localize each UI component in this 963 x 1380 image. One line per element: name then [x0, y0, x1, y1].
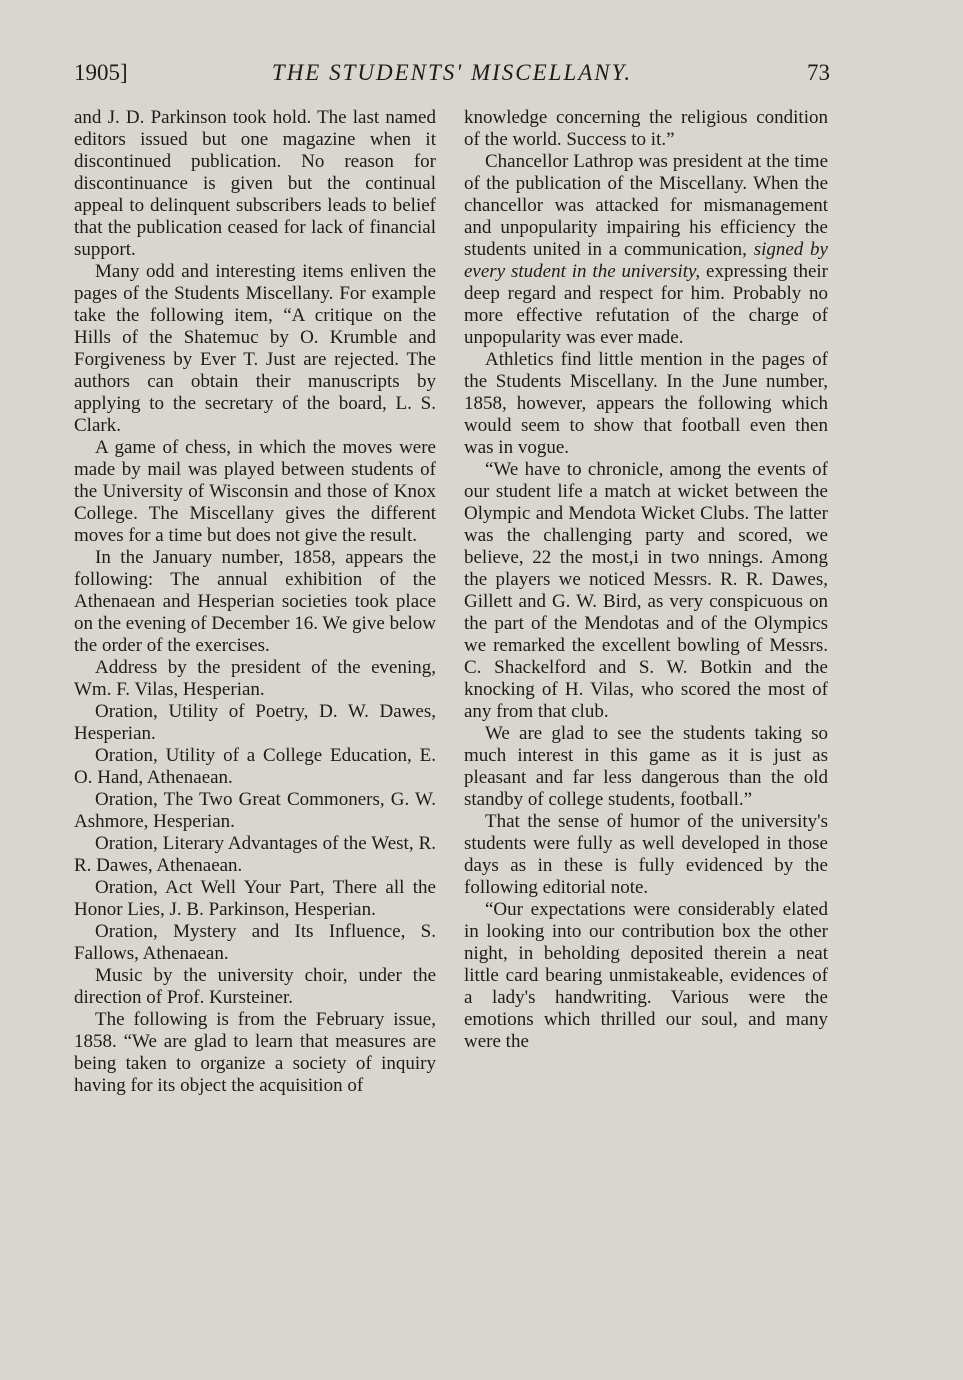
- program-item: Music by the university choir, under the direction of Prof. Kursteiner.: [74, 965, 436, 1008]
- running-header: [74, 56, 830, 90]
- text-run: Chancellor Lathrop was president at the time of the publication of the Miscellany. When the chancellor was attacked for mismanagement and unpopularity impairing his efficiency the students united in a communication,: [464, 151, 828, 260]
- paragraph: We are glad to see the students taking so much interest in this game as it is just as pleasant and far less dangerous than the old standby of college students, football.”: [464, 723, 828, 810]
- text-run: expressing their deep regard and respect for him. Probably no more effective refutation of the charge of unpopularity was ever made.: [464, 261, 828, 348]
- paragraph: The following is from the February issue, 1858. “We are glad to learn that measures are being taken to organize a society of inquiry having for its object the acquisition of: [74, 1009, 436, 1096]
- paragraph: A game of chess, in which the moves were made by mail was played between students of the University of Wisconsin and those of Knox College. The Miscellany gives the different moves for a time but does not give the result.: [74, 437, 436, 546]
- paragraph: [464, 151, 828, 349]
- program-item: Address by the president of the evening, Wm. F. Vilas, Hesperian.: [74, 657, 436, 700]
- program-item: Oration, Mystery and Its Influence, S. Fallows, Athenaean.: [74, 921, 436, 964]
- program-item: Oration, Utility of Poetry, D. W. Dawes, Hesperian.: [74, 701, 436, 744]
- paragraph: and J. D. Parkinson took hold. The last named editors issued but one magazine when it discontinued publication. No reason for discontinuance is given but the continual appeal to delinquent subscribers leads to belief that the publication ceased for lack of financial support.: [74, 107, 436, 260]
- right-column: [464, 107, 828, 1053]
- paragraph: “We have to chronicle, among the events of our student life a match at wicket between the Olympic and Mendota Wicket Clubs. The latter was the challenging party and scored, we believe, 22 the most,i in two nnings. Among the players we noticed Messrs. R. R. Dawes, Gillett and G. W. Bird, as very conspicuous on the part of the Mendotas and of the Olympics we remarked the excellent bowling of Messrs. C. Shackelford and S. W. Botkin and the knocking of H. Vilas, who scored the most of any from that club.: [464, 459, 828, 722]
- header-title: THE STUDENTS' MISCELLANY.: [271, 60, 633, 85]
- program-item: Oration, The Two Great Commoners, G. W. Ashmore, Hesperian.: [74, 789, 436, 832]
- paragraph: That the sense of humor of the university's students were fully as well developed in those days as in these is fully evidenced by the following editorial note.: [464, 811, 828, 898]
- paragraph: In the January number, 1858, appears the following: The annual exhibition of the Athenaean and Hesperian societies took place on the evening of December 16. We give below the order of the exercises.: [74, 547, 436, 656]
- left-column: [74, 107, 436, 1097]
- italic-text: signed by every student in the university,: [464, 239, 828, 282]
- paragraph: “Our expectations were considerably elated in looking into our contribution box the other night, in beholding deposited therein a neat little card bearing unmistakeable, evidences of a lady's handwriting. Various were the emotions which thrilled our soul, and many were the: [464, 899, 828, 1052]
- page-number: 73: [807, 60, 830, 85]
- header-year: 1905]: [74, 60, 128, 85]
- paragraph: Many odd and interesting items enliven the pages of the Students Miscellany. For example take the following item, “A critique on the Hills of the Shatemuc by O. Krumble and Forgiveness by Ever T. Just are rejected. The authors can obtain their manuscripts by applying to the secretary of the board, L. S. Clark.: [74, 261, 436, 436]
- paragraph: Athletics find little mention in the pages of the Students Miscellany. In the June number, 1858, however, appears the following which would seem to show that football even then was in vogue.: [464, 349, 828, 458]
- paragraph: knowledge concerning the religious condition of the world. Success to it.”: [464, 107, 828, 150]
- program-item: Oration, Utility of a College Education, E. O. Hand, Athenaean.: [74, 745, 436, 788]
- program-item: Oration, Act Well Your Part, There all the Honor Lies, J. B. Parkinson, Hesperian.: [74, 877, 436, 920]
- program-item: Oration, Literary Advantages of the West, R. R. Dawes, Athenaean.: [74, 833, 436, 876]
